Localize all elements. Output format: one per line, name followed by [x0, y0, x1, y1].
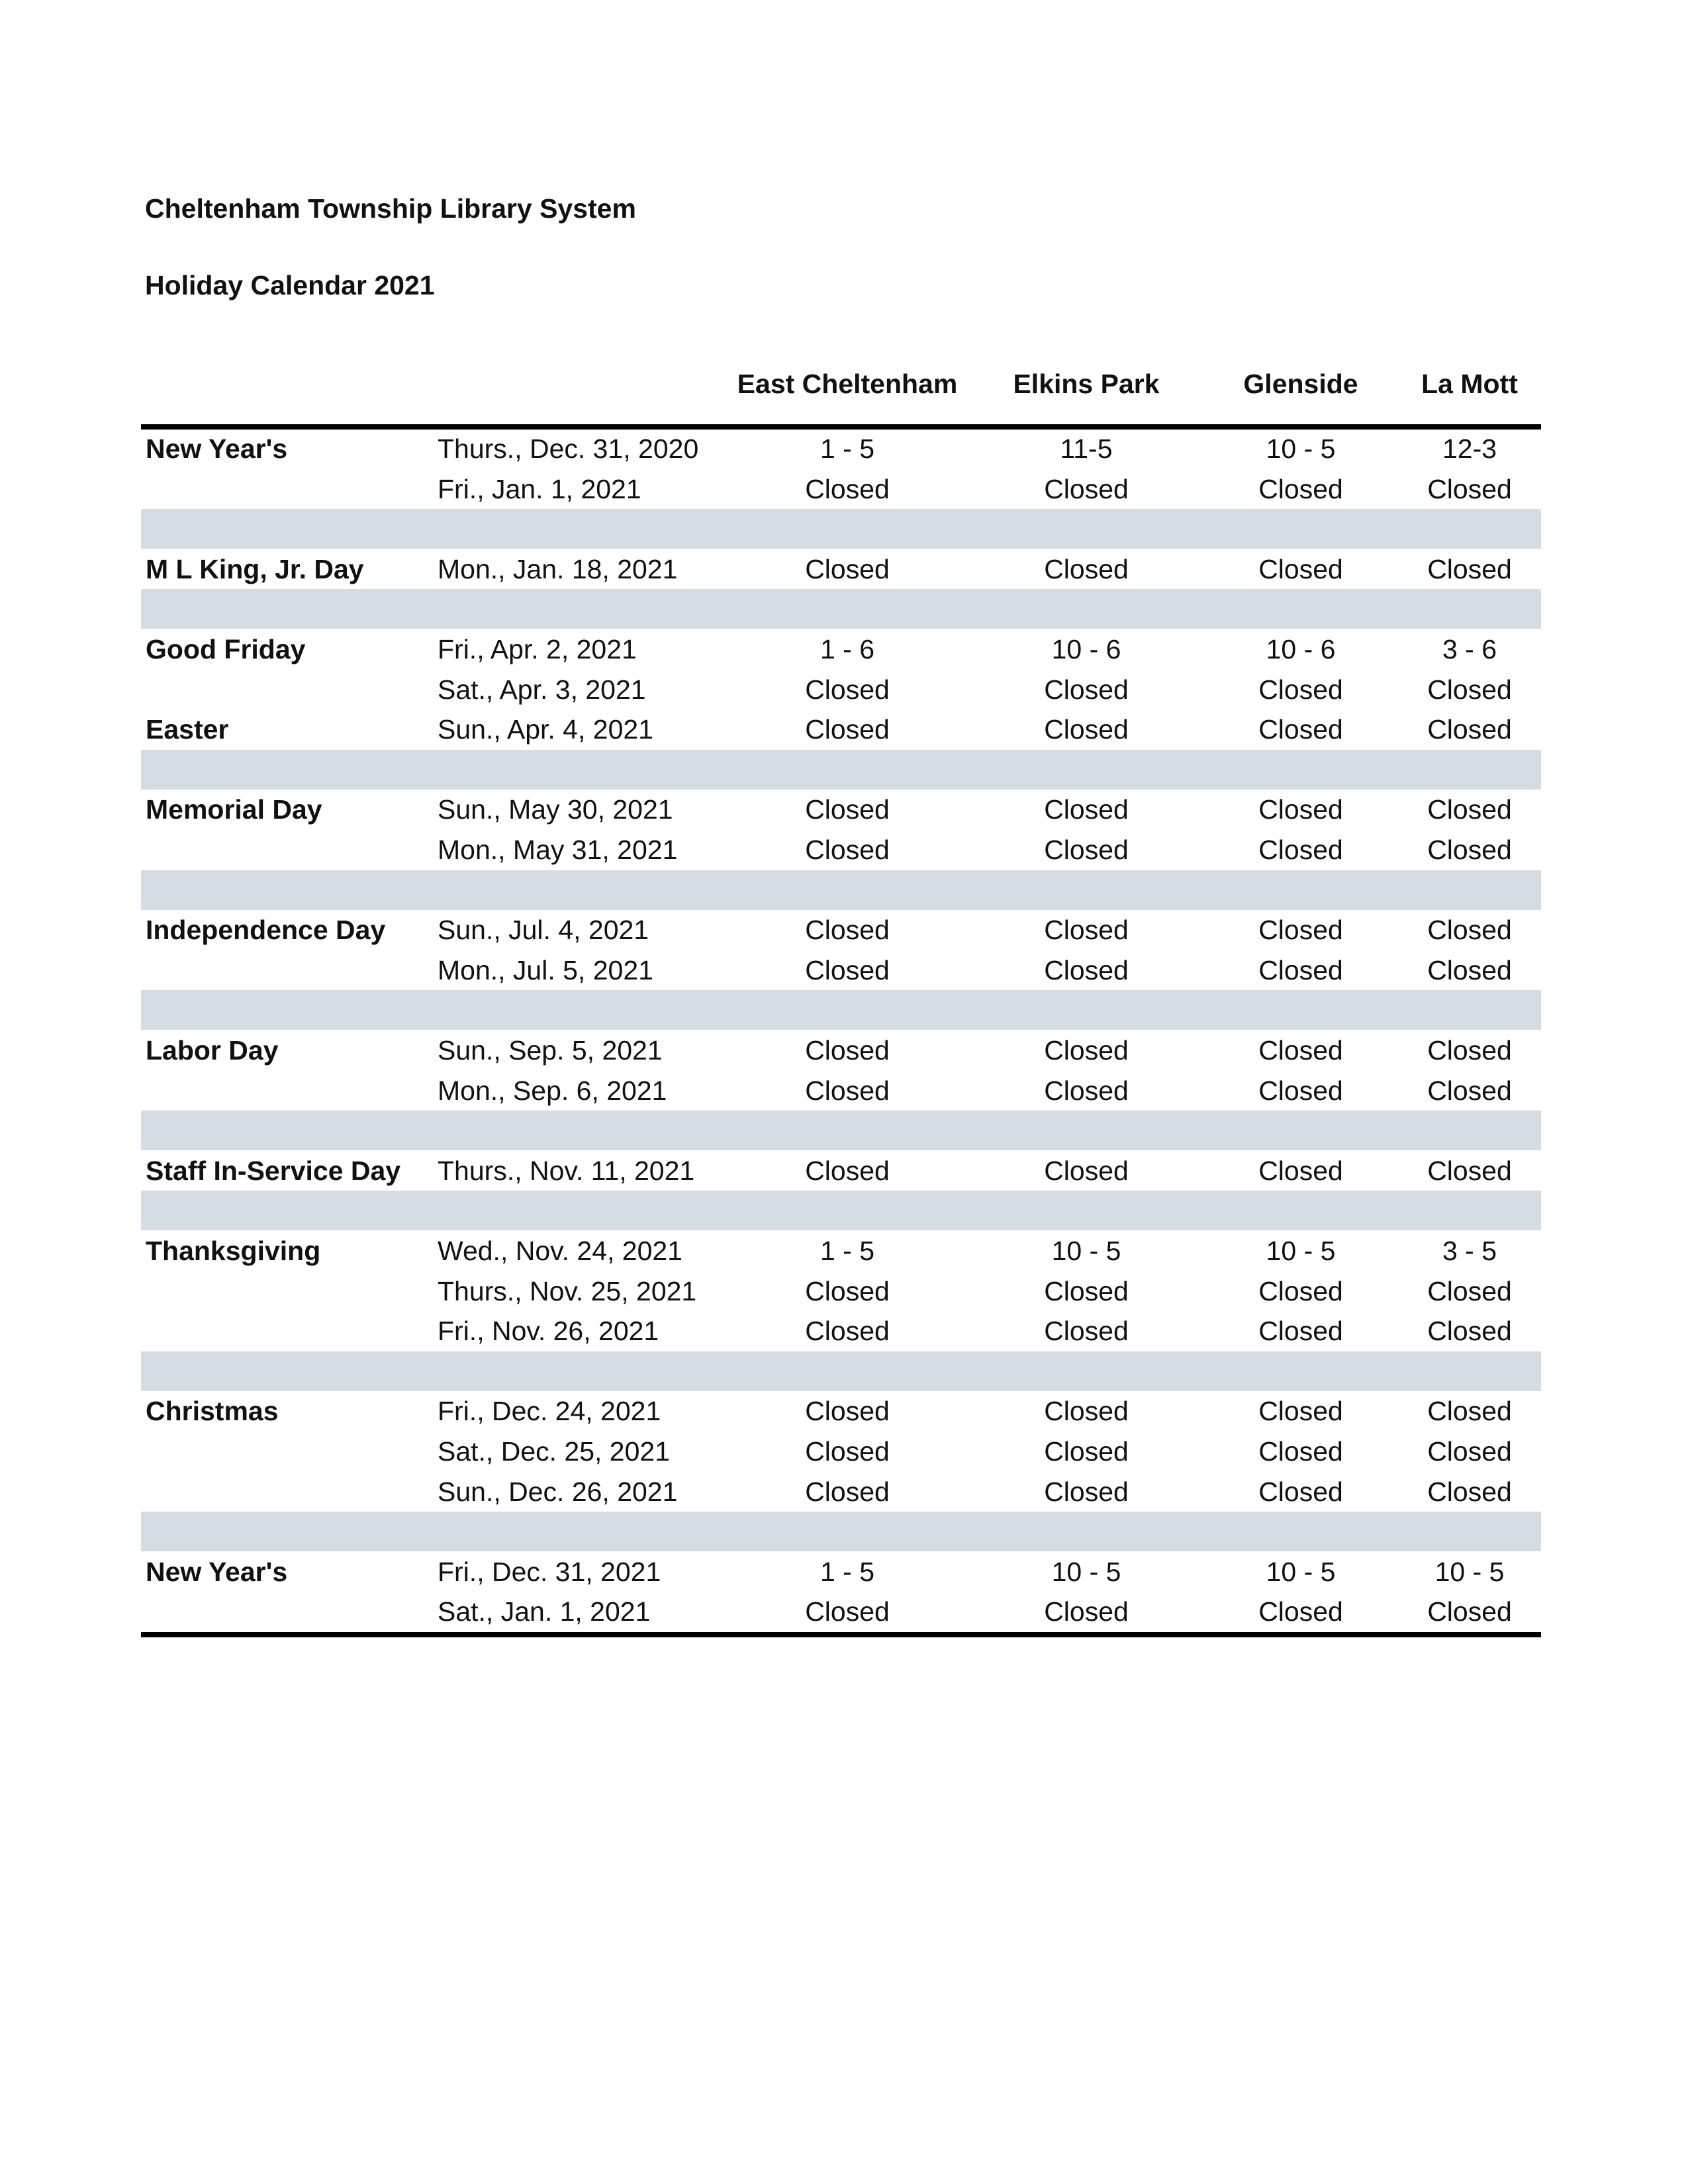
table-row: [141, 1552, 1541, 1592]
hours-cell: Closed: [1258, 1396, 1343, 1427]
hours-cell: Closed: [805, 794, 890, 825]
header-glenside: Glenside: [1243, 369, 1358, 399]
hours-cell: Closed: [1044, 1155, 1129, 1186]
hours-cell: Closed: [1044, 954, 1129, 985]
hours-cell: Closed: [1258, 553, 1343, 584]
holiday-date: Wed., Nov. 24, 2021: [438, 1236, 682, 1266]
hours-cell: Closed: [805, 1476, 890, 1507]
hours-cell: Closed: [1044, 1075, 1129, 1106]
hours-cell: Closed: [1258, 954, 1343, 985]
holiday-date: Sun., Dec. 26, 2021: [438, 1476, 678, 1507]
header-la-mott: La Mott: [1421, 369, 1518, 399]
hours-cell: Closed: [1044, 473, 1129, 504]
holiday-date: Fri., Dec. 31, 2021: [438, 1556, 661, 1587]
holiday-date: Thurs., Nov. 11, 2021: [438, 1155, 695, 1186]
hours-cell: Closed: [1427, 954, 1512, 985]
table-row: [141, 1231, 1541, 1271]
hours-cell: Closed: [805, 1436, 890, 1467]
hours-cell: Closed: [1427, 1476, 1512, 1507]
hours-cell: Closed: [1258, 674, 1343, 705]
hours-cell: 3 - 6: [1442, 634, 1497, 664]
hours-cell: Closed: [1427, 1596, 1512, 1627]
hours-cell: Closed: [1044, 1275, 1129, 1306]
holiday-date: Fri., Nov. 26, 2021: [438, 1316, 659, 1347]
hours-cell: Closed: [1258, 714, 1343, 745]
hours-cell: Closed: [805, 835, 890, 865]
hours-cell: Closed: [1044, 1436, 1129, 1467]
hours-cell: 1 - 5: [820, 1556, 875, 1587]
holiday-name: Easter: [146, 714, 229, 745]
hours-cell: Closed: [1044, 674, 1129, 705]
spacer-band: [141, 990, 1541, 1030]
holiday-date: Mon., Sep. 6, 2021: [438, 1075, 667, 1106]
hours-cell: 1 - 5: [820, 1236, 875, 1266]
holiday-name: Staff In-Service Day: [146, 1155, 401, 1186]
hours-cell: Closed: [1044, 794, 1129, 825]
hours-cell: Closed: [1427, 1035, 1512, 1066]
table-row: [141, 790, 1541, 829]
hours-cell: Closed: [1044, 714, 1129, 745]
hours-cell: 11-5: [1060, 433, 1113, 464]
holiday-name: Good Friday: [146, 634, 306, 664]
holiday-name: Labor Day: [146, 1035, 279, 1066]
hours-cell: Closed: [1258, 1275, 1343, 1306]
table-row: [141, 830, 1541, 870]
hours-cell: Closed: [1258, 1596, 1343, 1627]
holiday-name: Independence Day: [146, 915, 386, 946]
hours-cell: Closed: [1427, 835, 1512, 865]
table-row: [141, 1391, 1541, 1431]
hours-cell: Closed: [805, 1275, 890, 1306]
hours-cell: Closed: [1258, 1155, 1343, 1186]
hours-cell: 10 - 6: [1266, 634, 1336, 664]
hours-cell: Closed: [1427, 714, 1512, 745]
holiday-date: Sat., Apr. 3, 2021: [438, 674, 646, 705]
hours-cell: 10 - 5: [1051, 1556, 1121, 1587]
table-row: [141, 629, 1541, 669]
table-row: [141, 1030, 1541, 1070]
holiday-date: Fri., Apr. 2, 2021: [438, 634, 637, 664]
hours-cell: Closed: [1258, 1436, 1343, 1467]
calendar-subtitle: Holiday Calendar 2021: [145, 270, 435, 300]
table-row: [141, 1592, 1541, 1631]
hours-cell: Closed: [1427, 915, 1512, 946]
hours-cell: Closed: [805, 1596, 890, 1627]
hours-cell: Closed: [1258, 1075, 1343, 1106]
hours-cell: Closed: [1427, 794, 1512, 825]
hours-cell: Closed: [1258, 1035, 1343, 1066]
hours-cell: Closed: [1044, 1396, 1129, 1427]
holiday-name: M L King, Jr. Day: [146, 553, 364, 584]
hours-cell: Closed: [1258, 794, 1343, 825]
spacer-band: [141, 1351, 1541, 1391]
hours-cell: Closed: [1427, 1396, 1512, 1427]
hours-cell: Closed: [805, 473, 890, 504]
holiday-date: Sat., Jan. 1, 2021: [438, 1596, 651, 1627]
table-row: [141, 549, 1541, 589]
holiday-date: Sun., Apr. 4, 2021: [438, 714, 653, 745]
hours-cell: Closed: [1427, 1436, 1512, 1467]
hours-cell: 10 - 6: [1051, 634, 1121, 664]
hours-cell: Closed: [1258, 835, 1343, 865]
table-row: [141, 1151, 1541, 1191]
hours-cell: Closed: [805, 1155, 890, 1186]
hours-cell: Closed: [805, 1396, 890, 1427]
hours-cell: Closed: [1044, 553, 1129, 584]
table-row: [141, 1071, 1541, 1111]
spacer-band: [141, 1512, 1541, 1551]
hours-cell: Closed: [1044, 915, 1129, 946]
holiday-name: New Year's: [146, 433, 288, 464]
hours-cell: Closed: [805, 1316, 890, 1347]
hours-cell: 10 - 5: [1266, 433, 1336, 464]
hours-cell: Closed: [805, 714, 890, 745]
hours-cell: Closed: [1044, 1596, 1129, 1627]
holiday-date: Sun., Sep. 5, 2021: [438, 1035, 663, 1066]
hours-cell: Closed: [805, 954, 890, 985]
holiday-date: Sat., Dec. 25, 2021: [438, 1436, 671, 1467]
hours-cell: 3 - 5: [1442, 1236, 1497, 1266]
hours-cell: Closed: [805, 915, 890, 946]
holiday-name: Christmas: [146, 1396, 279, 1427]
hours-cell: Closed: [1044, 835, 1129, 865]
hours-cell: Closed: [1427, 1155, 1512, 1186]
table-row: [141, 950, 1541, 990]
hours-cell: 10 - 5: [1051, 1236, 1121, 1266]
hours-cell: Closed: [805, 553, 890, 584]
hours-cell: 10 - 5: [1266, 1556, 1336, 1587]
hours-cell: Closed: [805, 1035, 890, 1066]
hours-cell: 1 - 5: [820, 433, 875, 464]
holiday-date: Thurs., Nov. 25, 2021: [438, 1275, 697, 1306]
holiday-date: Thurs., Dec. 31, 2020: [438, 433, 699, 464]
holiday-date: Mon., May 31, 2021: [438, 835, 678, 865]
hours-cell: Closed: [1044, 1316, 1129, 1347]
table-row: [141, 910, 1541, 950]
hours-cell: 12-3: [1442, 433, 1497, 464]
holiday-date: Sun., Jul. 4, 2021: [438, 915, 649, 946]
hours-cell: Closed: [1427, 674, 1512, 705]
spacer-band: [141, 750, 1541, 790]
table-row: [141, 670, 1541, 709]
table-row: [141, 469, 1541, 509]
holiday-date: Fri., Dec. 24, 2021: [438, 1396, 661, 1427]
table-row: [141, 1432, 1541, 1471]
holiday-date: Mon., Jul. 5, 2021: [438, 954, 653, 985]
hours-cell: Closed: [1427, 1075, 1512, 1106]
table-row: [141, 1311, 1541, 1351]
hours-cell: Closed: [1427, 473, 1512, 504]
holiday-name: New Year's: [146, 1556, 288, 1587]
hours-cell: Closed: [1427, 1316, 1512, 1347]
hours-cell: Closed: [805, 1075, 890, 1106]
spacer-band: [141, 870, 1541, 910]
table-row: [141, 429, 1541, 469]
hours-cell: Closed: [1427, 1275, 1512, 1306]
spacer-band: [141, 1191, 1541, 1230]
table-row: [141, 1271, 1541, 1311]
hours-cell: Closed: [805, 674, 890, 705]
header-east-cheltenham: East Cheltenham: [737, 369, 958, 399]
table-bottom-rule: [141, 1632, 1541, 1637]
holiday-date: Mon., Jan. 18, 2021: [438, 553, 678, 584]
hours-cell: Closed: [1258, 1316, 1343, 1347]
hours-cell: Closed: [1258, 915, 1343, 946]
hours-cell: Closed: [1258, 473, 1343, 504]
hours-cell: Closed: [1044, 1035, 1129, 1066]
hours-cell: 10 - 5: [1434, 1556, 1505, 1587]
holiday-name: Thanksgiving: [146, 1236, 321, 1266]
hours-cell: Closed: [1258, 1476, 1343, 1507]
table-row: [141, 1472, 1541, 1512]
document-title: Cheltenham Township Library System: [145, 193, 636, 224]
holiday-date: Fri., Jan. 1, 2021: [438, 473, 641, 504]
spacer-band: [141, 1111, 1541, 1150]
holiday-name: Memorial Day: [146, 794, 322, 825]
hours-cell: 10 - 5: [1266, 1236, 1336, 1266]
holiday-date: Sun., May 30, 2021: [438, 794, 673, 825]
hours-cell: 1 - 6: [820, 634, 875, 664]
hours-cell: Closed: [1427, 553, 1512, 584]
header-elkins-park: Elkins Park: [1013, 369, 1160, 399]
spacer-band: [141, 509, 1541, 549]
hours-cell: Closed: [1044, 1476, 1129, 1507]
spacer-band: [141, 589, 1541, 629]
table-row: [141, 709, 1541, 749]
